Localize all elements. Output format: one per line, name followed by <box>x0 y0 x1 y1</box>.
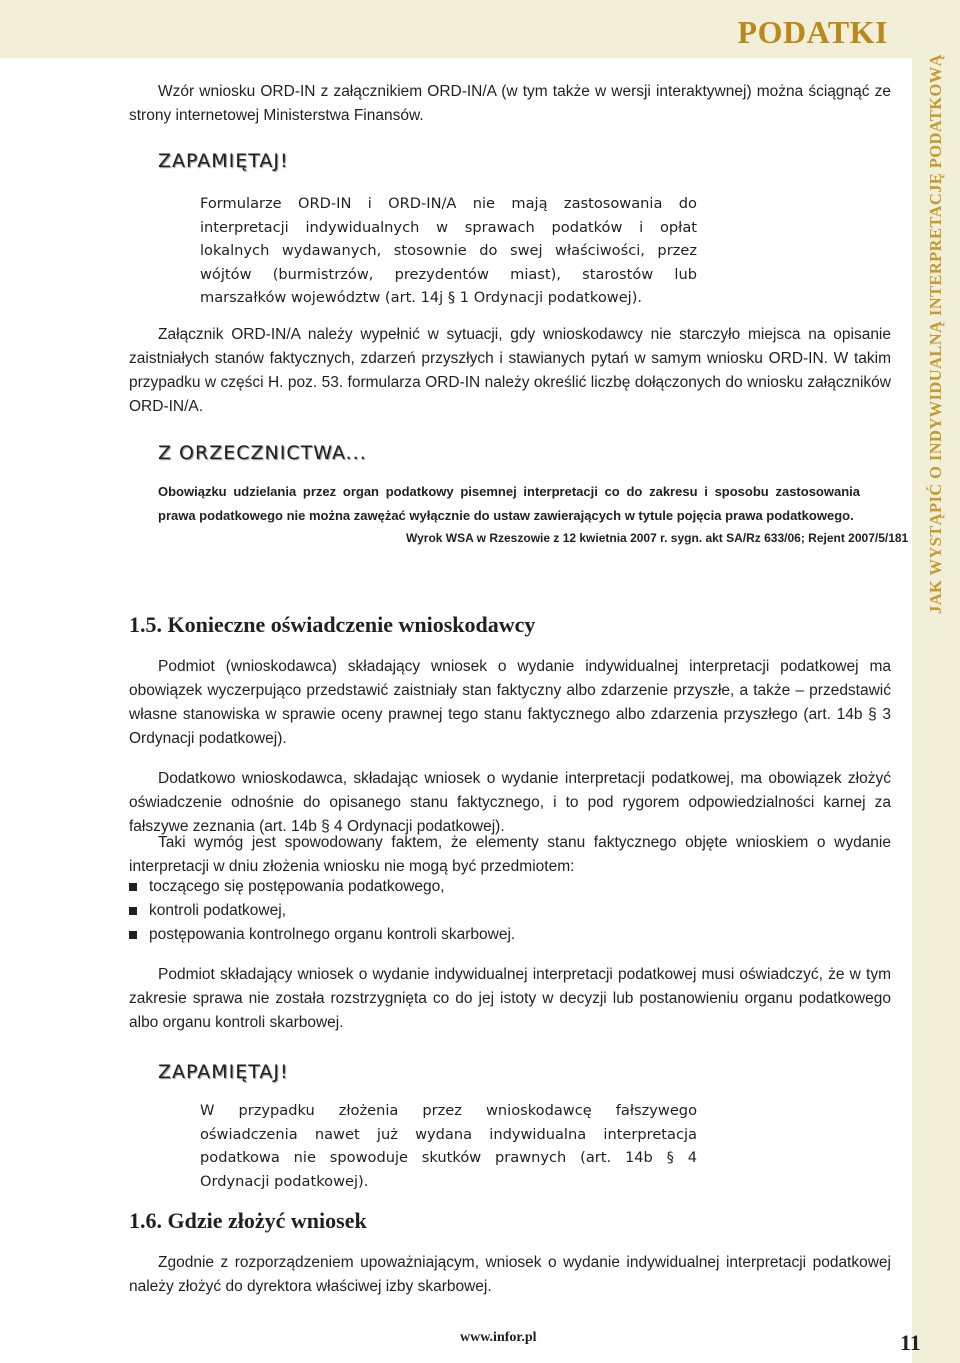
page-number: 11 <box>900 1330 921 1355</box>
section-title: PODATKI <box>737 14 888 50</box>
paragraph-text: Taki wymóg jest spowodowany faktem, że elementy stanu faktycznego objęte wnioskiem o wydanie interpretacji w dniu złożenia wniosku nie mogą być przedmiotem: <box>129 834 891 875</box>
remember-text: Formularze ORD-IN i ORD-IN/A nie mają zastosowania do interpretacji indywidualnych w sprawach podatków i opłat lokalnych wydawanych, stosownie do swej właściwości, przez wójtów (burmistrzów, prezydentów miast), starostów lub marszałków województw (art. 14j § 1 Ordynacji podatkowej). <box>200 195 697 306</box>
paragraph <box>129 963 891 1035</box>
attachment-paragraph <box>129 323 891 419</box>
list-item: postępowania kontrolnego organu kontroli skarbowej. <box>129 923 829 947</box>
chapter-vertical-title: JAK WYSTĄPIĆ O INDYWIDUALNĄ INTERPRETACJĘ PODATKOWĄ <box>926 54 945 614</box>
intro-paragraph <box>129 80 891 128</box>
list-item: toczącego się postępowania podatkowego, <box>129 875 829 899</box>
bullet-list <box>129 875 829 947</box>
section-heading-1-5: 1.5. Konieczne oświadczenie wnioskodawcy <box>129 612 536 637</box>
remember-title: ZAPAMIĘTAJ! <box>158 150 289 172</box>
case-law-text: Obowiązku udzielania przez organ podatkowy pisemnej interpretacji co do zakresu i sposobu zastosowania prawa podatkowego nie można zawężać wyłącznie do ustaw zawierających w tytule pojęcia prawa podatkowego. <box>158 484 860 523</box>
footer-url[interactable]: www.infor.pl <box>460 1330 537 1345</box>
paragraph <box>129 831 891 879</box>
list-item: kontroli podatkowej, <box>129 899 829 923</box>
case-law-title: Z ORZECZNICTWA... <box>158 442 367 464</box>
paragraph-text: Podmiot (wnioskodawca) składający wniosek o wydanie indywidualnej interpretacji podatkowej ma obowiązek wyczerpująco przedstawić zaistniały stan faktyczny albo zdarzenie przyszłe, a także – przedstawić własne stanowiska w sprawie oceny prawnej tego stanu faktycznego albo zdarzenia przyszłego (art. 14b § 3 Ordynacji podatkowej). <box>129 658 891 747</box>
remember-text: W przypadku złożenia przez wnioskodawcę fałszywego oświadczenia nawet już wydana indywidualna interpretacja podatkowa nie spowoduje skutków prawnych (art. 14b § 4 Ordynacji podatkowej). <box>200 1102 697 1190</box>
paragraph <box>129 655 891 751</box>
paragraph <box>129 767 891 839</box>
intro-text: Wzór wniosku ORD-IN z załącznikiem ORD-IN/A (w tym także w wersji interaktywnej) można ściągnąć ze strony internetowej Ministerstwa Finansów. <box>129 83 891 124</box>
section-heading-1-6: 1.6. Gdzie złożyć wniosek <box>129 1208 367 1233</box>
paragraph <box>129 1251 891 1299</box>
paragraph-text: Podmiot składający wniosek o wydanie indywidualnej interpretacji podatkowej musi oświadczyć, że w tym zakresie sprawa nie została rozstrzygnięta co do jej istoty w decyzji lub postanowieniu organu podatkowego albo organu kontroli skarbowej. <box>129 966 891 1031</box>
attachment-text: Załącznik ORD-IN/A należy wypełnić w sytuacji, gdy wnioskodawcy nie starczyło miejsca na opisanie zaistniałych stanów faktycznych, zdarzeń przyszłych i stawianych pytań w samym wniosku ORD-IN. W takim przypadku w części H. poz. 53. formularza ORD-IN należy określić liczbę dołączonych do wniosku załączników ORD-IN/A. <box>129 326 891 415</box>
remember-title: ZAPAMIĘTAJ! <box>158 1061 289 1083</box>
paragraph-text: Zgodnie z rozporządzeniem upoważniającym, wniosek o wydanie indywidualnej interpretacji podatkowej należy złożyć do dyrektora właściwej izby skarbowej. <box>129 1254 891 1295</box>
case-law-citation: Wyrok WSA w Rzeszowie z 12 kwietnia 2007 r. sygn. akt SA/Rz 633/06; Rejent 2007/5/181 <box>406 531 909 545</box>
paragraph-text: Dodatkowo wnioskodawca, składając wniosek o wydanie interpretacji podatkowej, ma obowiązek złożyć oświadczenie odnośnie do opisanego stanu faktycznego, i to pod rygorem odpowiedzialności karnej za fałszywe zeznania (art. 14b § 4 Ordynacji podatkowej). <box>129 770 891 835</box>
